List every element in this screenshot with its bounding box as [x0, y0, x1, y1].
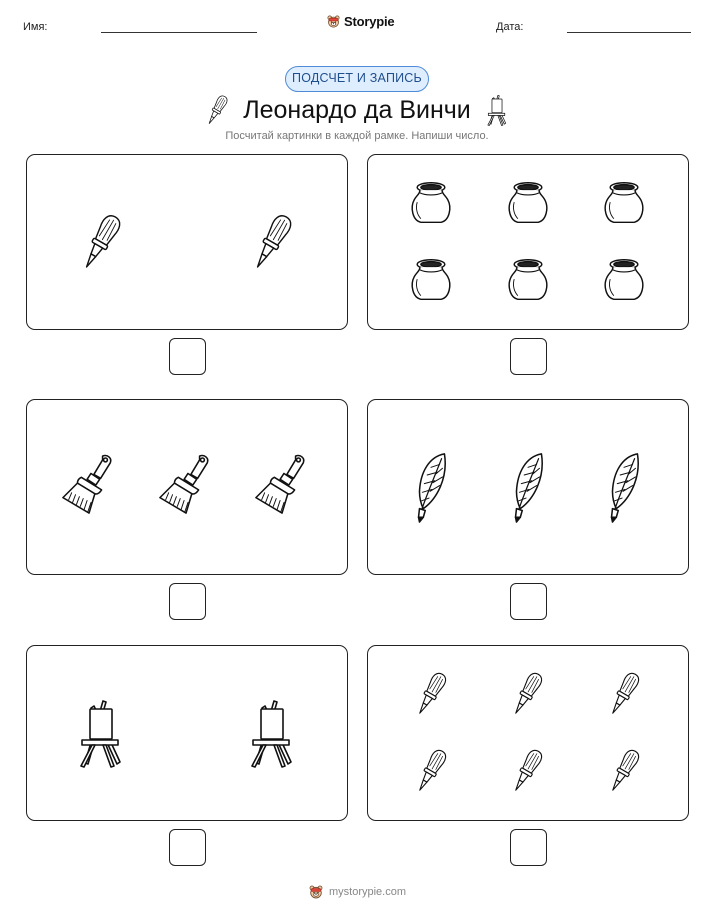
bear-logo-icon	[308, 884, 324, 900]
brand	[326, 14, 394, 29]
dropper-icon	[198, 89, 236, 130]
dropper-icon	[240, 204, 304, 279]
activity-badge: ПОДСЧЕТ И ЗАПИСЬ	[285, 66, 429, 92]
date-field[interactable]	[567, 32, 691, 33]
footer	[0, 884, 714, 900]
answer-box[interactable]	[169, 338, 206, 375]
date-label: Дата:	[496, 21, 524, 33]
answer-box[interactable]	[510, 583, 547, 620]
dropper-icon	[599, 742, 649, 801]
picture-frame	[367, 645, 689, 821]
name-field[interactable]	[101, 32, 257, 33]
brand-name: Storypie	[344, 14, 395, 29]
inkpot-icon	[407, 257, 455, 303]
dropper-icon	[406, 664, 456, 723]
picture-frame	[26, 399, 348, 575]
dropper-icon	[502, 664, 552, 723]
dropper-icon	[406, 742, 456, 801]
inkpot-icon	[407, 180, 455, 226]
easel-icon	[246, 698, 298, 768]
footer-url[interactable]: mystorypie.com	[328, 886, 407, 898]
name-label: Имя:	[23, 21, 48, 33]
easel-icon	[485, 94, 509, 126]
dropper-icon	[502, 742, 552, 801]
brush-icon	[254, 453, 312, 521]
quill-icon	[508, 451, 548, 523]
inkpot-icon	[504, 180, 552, 226]
page-title: Леонардо да Винчи	[243, 95, 471, 124]
quill-icon	[604, 451, 644, 523]
inkpot-icon	[600, 180, 648, 226]
picture-frame	[367, 154, 689, 330]
inkpot-icon	[600, 257, 648, 303]
title-row	[0, 92, 714, 128]
answer-box[interactable]	[169, 583, 206, 620]
dropper-icon	[599, 664, 649, 723]
inkpot-icon	[504, 257, 552, 303]
picture-frame	[26, 154, 348, 330]
brush-icon	[61, 453, 119, 521]
answer-box[interactable]	[169, 829, 206, 866]
picture-frame	[26, 645, 348, 821]
instructions: Посчитай картинки в каждой рамке. Напиши число.	[225, 130, 489, 142]
bear-logo-icon	[326, 14, 341, 29]
answer-box[interactable]	[510, 829, 547, 866]
picture-frame	[367, 399, 689, 575]
brush-icon	[158, 453, 216, 521]
quill-icon	[411, 451, 451, 523]
easel-icon	[75, 698, 127, 768]
dropper-icon	[69, 204, 133, 279]
answer-box[interactable]	[510, 338, 547, 375]
